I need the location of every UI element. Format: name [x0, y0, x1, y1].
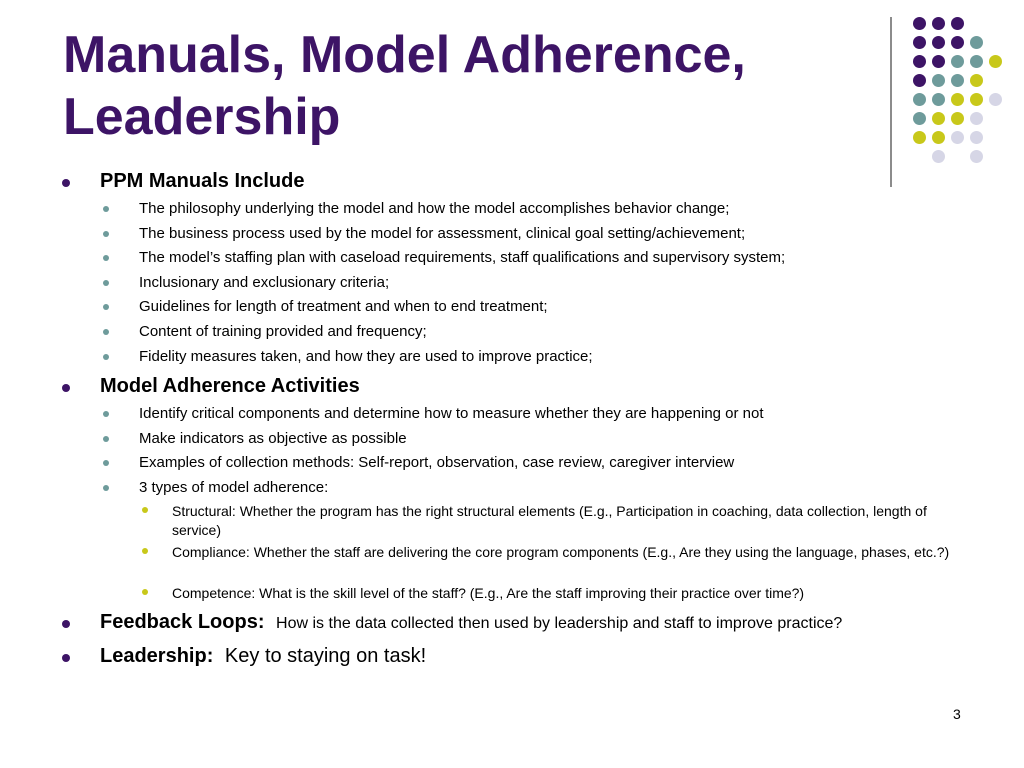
- ppm-item-text: Inclusionary and exclusionary criteria;: [139, 274, 390, 291]
- decorative-dot: [913, 36, 926, 49]
- decorative-dot: [951, 112, 964, 125]
- ppm-item: [139, 348, 593, 365]
- leadership-text: Key to staying on task!: [224, 645, 427, 667]
- ppm-item-text: Fidelity measures taken, and how they are used to improve practice;: [139, 348, 593, 365]
- ppm-item: [139, 249, 785, 266]
- decorative-dot: [970, 74, 983, 87]
- decorative-dot: [913, 74, 926, 87]
- bullet-dot: [62, 179, 70, 187]
- bullet-dot: [142, 548, 148, 554]
- decorative-dot: [970, 55, 983, 68]
- slide-title-line-2: Leadership: [63, 88, 341, 146]
- ppm-item: [139, 298, 548, 315]
- decorative-dot: [913, 55, 926, 68]
- bullet-dot: [103, 460, 109, 466]
- ppm-item-text: Content of training provided and frequency;: [139, 323, 427, 340]
- bullet-dot: [103, 304, 109, 310]
- decorative-dot: [932, 150, 945, 163]
- bullet-dot: [62, 384, 70, 392]
- adherence-type-structural: [172, 502, 972, 540]
- leadership-label: Leadership:: [100, 645, 214, 667]
- ppm-heading: PPM Manuals Include: [100, 170, 305, 192]
- decorative-dot: [932, 55, 945, 68]
- decorative-dot: [932, 36, 945, 49]
- adherence-item-text: Identify critical components and determine how to measure whether they are happening or not: [139, 405, 764, 422]
- bullet-dot: [103, 354, 109, 360]
- feedback-text: How is the data collected then used by leadership and staff to improve practice?: [276, 615, 843, 632]
- decorative-dot: [951, 36, 964, 49]
- decorative-dot: [951, 55, 964, 68]
- bullet-dot: [142, 507, 148, 513]
- decorative-dot: [989, 55, 1002, 68]
- decorative-dot: [951, 131, 964, 144]
- adherence-item: [139, 405, 764, 422]
- bullet-dot: [103, 206, 109, 212]
- bullet-dot: [103, 485, 109, 491]
- decorative-dot: [913, 93, 926, 106]
- bullet-dot: [103, 329, 109, 335]
- bullet-dot: [62, 654, 70, 662]
- adherence-type-text: Compliance: Whether the staff are delivering the core program components (E.g., Are they using the language, phases, etc.?): [172, 544, 950, 560]
- ppm-item: [139, 225, 745, 242]
- bullet-leadership: [100, 645, 426, 668]
- decorative-dot: [970, 36, 983, 49]
- bullet-dot: [103, 280, 109, 286]
- bullet-model-adherence: [100, 375, 360, 398]
- decorative-dot: [932, 93, 945, 106]
- adherence-heading: Model Adherence Activities: [100, 375, 360, 397]
- decorative-dot: [970, 150, 983, 163]
- ppm-item-text: The business process used by the model for assessment, clinical goal setting/achievement;: [139, 225, 746, 242]
- adherence-item: [139, 454, 734, 471]
- decorative-dot: [932, 17, 945, 30]
- adherence-type-competence: [172, 584, 972, 603]
- ppm-item-text: Guidelines for length of treatment and when to end treatment;: [139, 298, 548, 315]
- decorative-dot: [989, 93, 1002, 106]
- bullet-dot: [103, 231, 109, 237]
- ppm-item: [139, 200, 729, 217]
- bullet-dot: [62, 620, 70, 628]
- bullet-dot: [103, 436, 109, 442]
- bullet-dot: [103, 411, 109, 417]
- decorative-dot: [970, 93, 983, 106]
- slide-title-line-1: Manuals, Model Adherence,: [63, 26, 746, 84]
- decorative-dot: [970, 131, 983, 144]
- decorative-dot: [951, 17, 964, 30]
- decorative-dot: [913, 17, 926, 30]
- decorative-dot: [970, 112, 983, 125]
- adherence-item-text: Make indicators as objective as possible: [139, 430, 407, 447]
- adherence-item: [139, 430, 407, 447]
- adherence-item-text: 3 types of model adherence:: [139, 479, 329, 496]
- bullet-dot: [142, 589, 148, 595]
- decorative-dot: [932, 131, 945, 144]
- ppm-item-text: The model’s staffing plan with caseload requirements, staff qualifications and supervisory system;: [139, 249, 786, 266]
- decorative-dot: [913, 112, 926, 125]
- decorative-dot-grid: [0, 0, 1024, 170]
- bullet-feedback-loops: [100, 611, 842, 634]
- ppm-item-text: The philosophy underlying the model and how the model accomplishes behavior change;: [139, 200, 730, 217]
- adherence-item-text: Examples of collection methods: Self-report, observation, case review, caregiver interview: [139, 454, 735, 471]
- decorative-dot: [951, 74, 964, 87]
- decorative-dot: [932, 74, 945, 87]
- adherence-type-text: Competence: What is the skill level of the staff? (E.g., Are the staff improving their practice over time?): [172, 585, 805, 601]
- feedback-label: Feedback Loops:: [100, 611, 265, 633]
- bullet-dot: [103, 255, 109, 261]
- decorative-dot: [932, 112, 945, 125]
- decorative-dot: [913, 131, 926, 144]
- page-number: 3: [953, 706, 961, 722]
- adherence-item: [139, 479, 328, 496]
- adherence-type-compliance: [172, 543, 972, 562]
- ppm-item: [139, 323, 427, 340]
- decorative-dot: [951, 93, 964, 106]
- ppm-item: [139, 274, 389, 291]
- adherence-type-text: Structural: Whether the program has the right structural elements (E.g., Participation in coaching, data collection, length of service): [172, 503, 927, 538]
- bullet-ppm-manuals: [100, 170, 304, 193]
